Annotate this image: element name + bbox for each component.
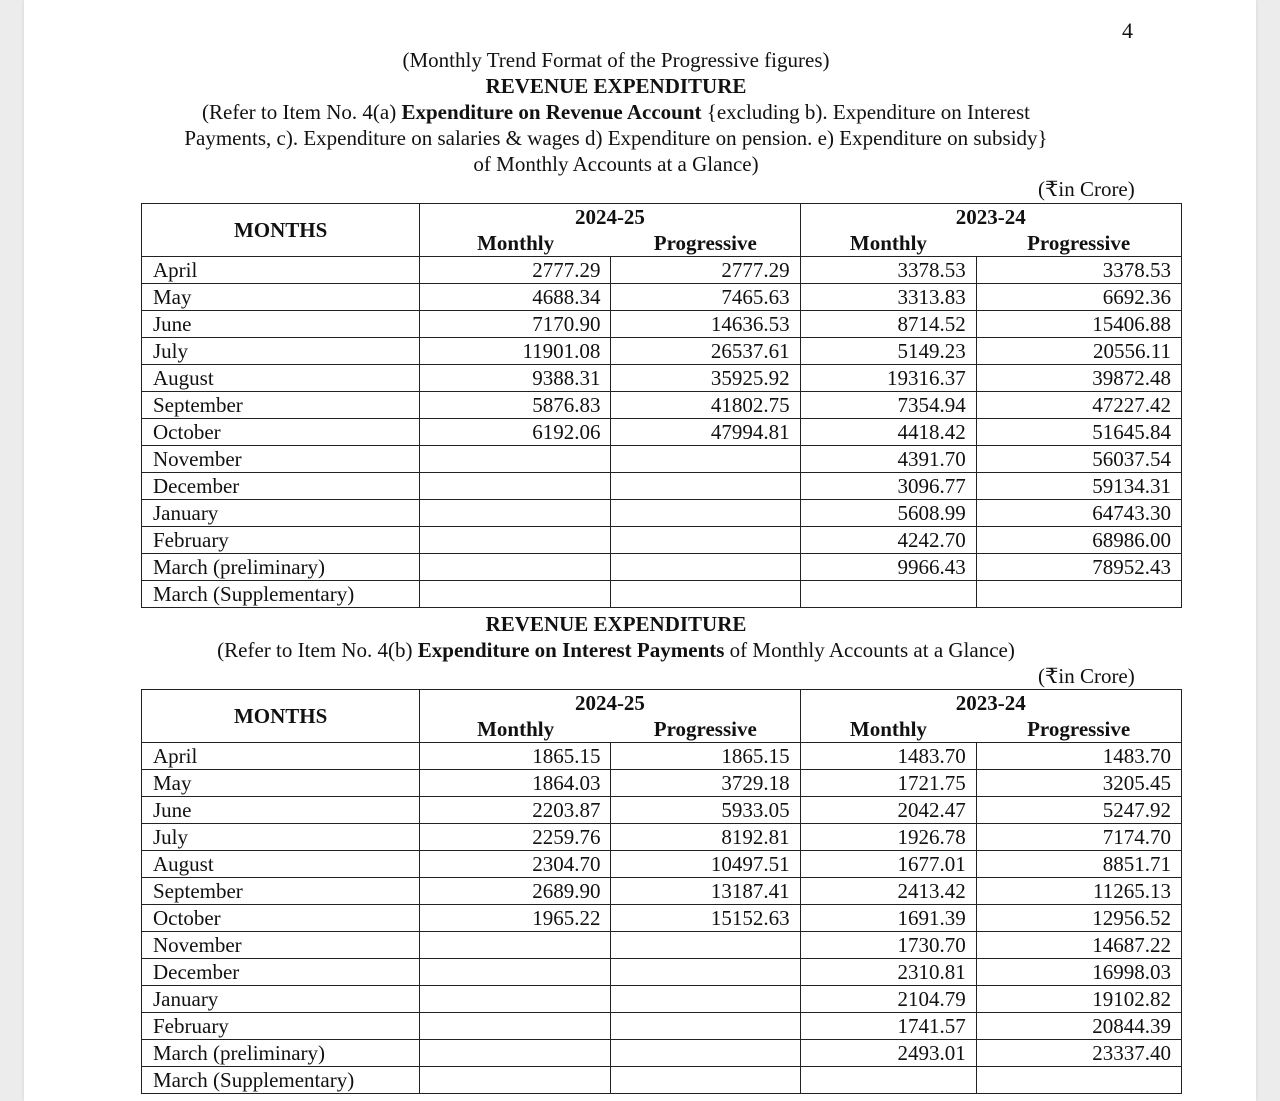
monthly-2024-25-cell xyxy=(420,1067,611,1094)
table-row xyxy=(142,770,1182,797)
progressive-2024-25-cell xyxy=(611,932,800,959)
progressive-2023-24-cell: 14687.22 xyxy=(976,932,1181,959)
interest-payments-table xyxy=(141,689,1182,1094)
monthly-2023-24-cell: 4242.70 xyxy=(800,527,976,554)
months-header: MONTHS xyxy=(142,204,420,257)
monthly-2024-25-cell: 1865.15 xyxy=(420,743,611,770)
table-row xyxy=(142,1013,1182,1040)
progressive-2023-24-cell: 3205.45 xyxy=(976,770,1181,797)
monthly-2024-25-cell xyxy=(420,500,611,527)
month-cell: February xyxy=(142,1013,420,1040)
monthly-2024-25-cell: 1864.03 xyxy=(420,770,611,797)
month-cell: November xyxy=(142,446,420,473)
monthly-2023-24-cell: 1741.57 xyxy=(800,1013,976,1040)
monthly-2023-24-cell: 5608.99 xyxy=(800,500,976,527)
monthly-header: Monthly xyxy=(420,716,611,743)
table-row xyxy=(142,986,1182,1013)
monthly-2023-24-cell: 4391.70 xyxy=(800,446,976,473)
table-body xyxy=(142,257,1182,608)
progressive-2023-24-cell: 12956.52 xyxy=(976,905,1181,932)
progressive-2023-24-cell: 68986.00 xyxy=(976,527,1181,554)
monthly-2024-25-cell: 5876.83 xyxy=(420,392,611,419)
month-cell: January xyxy=(142,986,420,1013)
monthly-2024-25-cell: 6192.06 xyxy=(420,419,611,446)
table-row xyxy=(142,419,1182,446)
progressive-2024-25-cell: 15152.63 xyxy=(611,905,800,932)
progressive-2023-24-cell: 20844.39 xyxy=(976,1013,1181,1040)
table-row xyxy=(142,500,1182,527)
monthly-2023-24-cell: 1721.75 xyxy=(800,770,976,797)
table-row xyxy=(142,851,1182,878)
progressive-2023-24-cell: 3378.53 xyxy=(976,257,1181,284)
month-cell: January xyxy=(142,500,420,527)
month-cell: April xyxy=(142,743,420,770)
table-row xyxy=(142,527,1182,554)
table-row xyxy=(142,959,1182,986)
monthly-2024-25-cell xyxy=(420,1013,611,1040)
month-cell: April xyxy=(142,257,420,284)
month-cell: March (preliminary) xyxy=(142,1040,420,1067)
month-cell: October xyxy=(142,905,420,932)
month-cell: May xyxy=(142,770,420,797)
progressive-2024-25-cell: 47994.81 xyxy=(611,419,800,446)
table-row xyxy=(142,905,1182,932)
progressive-2024-25-cell: 5933.05 xyxy=(611,797,800,824)
monthly-2023-24-cell: 1483.70 xyxy=(800,743,976,770)
monthly-2023-24-cell: 1691.39 xyxy=(800,905,976,932)
progressive-2024-25-cell: 10497.51 xyxy=(611,851,800,878)
monthly-header: Monthly xyxy=(800,230,976,257)
monthly-2023-24-cell: 2413.42 xyxy=(800,878,976,905)
month-cell: March (Supplementary) xyxy=(142,1067,420,1094)
month-cell: March (preliminary) xyxy=(142,554,420,581)
progressive-2024-25-cell: 8192.81 xyxy=(611,824,800,851)
monthly-header: Monthly xyxy=(800,716,976,743)
year-header-2023-24: 2023-24 xyxy=(800,690,1181,717)
monthly-2023-24-cell: 1677.01 xyxy=(800,851,976,878)
table-row xyxy=(142,257,1182,284)
monthly-2024-25-cell xyxy=(420,446,611,473)
month-cell: November xyxy=(142,932,420,959)
progressive-2023-24-cell: 8851.71 xyxy=(976,851,1181,878)
progressive-2023-24-cell: 11265.13 xyxy=(976,878,1181,905)
progressive-2024-25-cell xyxy=(611,1067,800,1094)
table-body xyxy=(142,743,1182,1094)
progressive-2023-24-cell: 6692.36 xyxy=(976,284,1181,311)
progressive-2023-24-cell: 51645.84 xyxy=(976,419,1181,446)
progressive-2024-25-cell: 35925.92 xyxy=(611,365,800,392)
table-row xyxy=(142,365,1182,392)
reference-line-2: Payments, c). Expenditure on salaries & wages d) Expenditure on pension. e) Expenditure on subsidy} xyxy=(184,126,1048,150)
progressive-2023-24-cell: 47227.42 xyxy=(976,392,1181,419)
progressive-2024-25-cell xyxy=(611,554,800,581)
reference-post: of Monthly Accounts at a Glance) xyxy=(724,638,1015,662)
month-cell: December xyxy=(142,959,420,986)
format-subtitle: (Monthly Trend Format of the Progressive figures) xyxy=(402,48,830,72)
monthly-2024-25-cell: 2203.87 xyxy=(420,797,611,824)
monthly-2023-24-cell xyxy=(800,581,976,608)
table-row xyxy=(142,554,1182,581)
table-row xyxy=(142,743,1182,770)
unit-label-2: (₹in Crore) xyxy=(1038,664,1135,688)
progressive-2024-25-cell: 14636.53 xyxy=(611,311,800,338)
table-row xyxy=(142,824,1182,851)
monthly-2024-25-cell xyxy=(420,473,611,500)
year-header-2024-25: 2024-25 xyxy=(420,690,800,717)
progressive-2023-24-cell: 59134.31 xyxy=(976,473,1181,500)
progressive-2023-24-cell: 78952.43 xyxy=(976,554,1181,581)
table-row xyxy=(142,1067,1182,1094)
monthly-2024-25-cell: 1965.22 xyxy=(420,905,611,932)
monthly-2023-24-cell: 3096.77 xyxy=(800,473,976,500)
month-cell: December xyxy=(142,473,420,500)
month-cell: August xyxy=(142,365,420,392)
progressive-2023-24-cell: 7174.70 xyxy=(976,824,1181,851)
table-row xyxy=(142,932,1182,959)
monthly-2023-24-cell: 2310.81 xyxy=(800,959,976,986)
monthly-2024-25-cell: 2304.70 xyxy=(420,851,611,878)
monthly-2024-25-cell xyxy=(420,527,611,554)
section-title-1: REVENUE EXPENDITURE xyxy=(485,74,747,98)
progressive-2024-25-cell xyxy=(611,581,800,608)
progressive-2023-24-cell: 20556.11 xyxy=(976,338,1181,365)
month-cell: September xyxy=(142,392,420,419)
progressive-2023-24-cell: 5247.92 xyxy=(976,797,1181,824)
table-row xyxy=(142,311,1182,338)
progressive-2023-24-cell xyxy=(976,1067,1181,1094)
table-row xyxy=(142,473,1182,500)
monthly-2023-24-cell: 3378.53 xyxy=(800,257,976,284)
month-cell: July xyxy=(142,824,420,851)
progressive-2024-25-cell xyxy=(611,500,800,527)
reference-line-1 xyxy=(0,99,1232,125)
months-header: MONTHS xyxy=(142,690,420,743)
monthly-2023-24-cell: 1730.70 xyxy=(800,932,976,959)
monthly-2024-25-cell: 2259.76 xyxy=(420,824,611,851)
monthly-2023-24-cell: 3313.83 xyxy=(800,284,976,311)
monthly-2024-25-cell xyxy=(420,986,611,1013)
month-cell: February xyxy=(142,527,420,554)
monthly-2023-24-cell xyxy=(800,1067,976,1094)
monthly-2023-24-cell: 2042.47 xyxy=(800,797,976,824)
monthly-2024-25-cell: 11901.08 xyxy=(420,338,611,365)
progressive-header: Progressive xyxy=(976,716,1181,743)
progressive-2024-25-cell xyxy=(611,959,800,986)
monthly-2024-25-cell xyxy=(420,959,611,986)
reference-line-3: of Monthly Accounts at a Glance) xyxy=(473,152,759,176)
reference-pre: (Refer to Item No. 4(a) xyxy=(202,100,402,124)
table-row xyxy=(142,392,1182,419)
monthly-2024-25-cell: 2777.29 xyxy=(420,257,611,284)
progressive-2023-24-cell: 1483.70 xyxy=(976,743,1181,770)
month-cell: June xyxy=(142,797,420,824)
progressive-2024-25-cell xyxy=(611,446,800,473)
reference-pre: (Refer to Item No. 4(b) xyxy=(217,638,418,662)
progressive-2023-24-cell: 15406.88 xyxy=(976,311,1181,338)
month-cell: September xyxy=(142,878,420,905)
month-cell: June xyxy=(142,311,420,338)
table-row xyxy=(142,446,1182,473)
monthly-2024-25-cell: 7170.90 xyxy=(420,311,611,338)
month-cell: August xyxy=(142,851,420,878)
progressive-header: Progressive xyxy=(611,716,800,743)
revenue-expenditure-table xyxy=(141,203,1182,608)
progressive-2024-25-cell xyxy=(611,1040,800,1067)
monthly-2023-24-cell: 9966.43 xyxy=(800,554,976,581)
progressive-2024-25-cell xyxy=(611,986,800,1013)
reference-post: {excluding b). Expenditure on Interest xyxy=(701,100,1030,124)
monthly-2023-24-cell: 5149.23 xyxy=(800,338,976,365)
month-cell: July xyxy=(142,338,420,365)
monthly-2024-25-cell xyxy=(420,932,611,959)
reference-bold: Expenditure on Interest Payments xyxy=(417,638,725,662)
reference-line-4 xyxy=(0,637,1232,663)
table-row xyxy=(142,878,1182,905)
monthly-2024-25-cell xyxy=(420,554,611,581)
monthly-2023-24-cell: 7354.94 xyxy=(800,392,976,419)
table-row xyxy=(142,581,1182,608)
monthly-2024-25-cell: 4688.34 xyxy=(420,284,611,311)
progressive-2024-25-cell: 3729.18 xyxy=(611,770,800,797)
monthly-2023-24-cell: 8714.52 xyxy=(800,311,976,338)
monthly-2023-24-cell: 2493.01 xyxy=(800,1040,976,1067)
progressive-2024-25-cell: 41802.75 xyxy=(611,392,800,419)
monthly-2023-24-cell: 4418.42 xyxy=(800,419,976,446)
progressive-2023-24-cell xyxy=(976,581,1181,608)
progressive-2024-25-cell: 13187.41 xyxy=(611,878,800,905)
monthly-2024-25-cell xyxy=(420,581,611,608)
progressive-2024-25-cell: 1865.15 xyxy=(611,743,800,770)
table-row xyxy=(142,797,1182,824)
progressive-header: Progressive xyxy=(611,230,800,257)
progressive-2024-25-cell: 26537.61 xyxy=(611,338,800,365)
month-cell: March (Supplementary) xyxy=(142,581,420,608)
reference-bold: Expenditure on Revenue Account xyxy=(401,100,702,124)
table-row xyxy=(142,284,1182,311)
progressive-2023-24-cell: 23337.40 xyxy=(976,1040,1181,1067)
progressive-2023-24-cell: 19102.82 xyxy=(976,986,1181,1013)
year-header-2023-24: 2023-24 xyxy=(800,204,1181,231)
monthly-2023-24-cell: 19316.37 xyxy=(800,365,976,392)
monthly-2023-24-cell: 1926.78 xyxy=(800,824,976,851)
progressive-2023-24-cell: 64743.30 xyxy=(976,500,1181,527)
monthly-header: Monthly xyxy=(420,230,611,257)
year-header-2024-25: 2024-25 xyxy=(420,204,800,231)
progressive-2024-25-cell xyxy=(611,473,800,500)
progressive-2023-24-cell: 39872.48 xyxy=(976,365,1181,392)
progressive-2024-25-cell xyxy=(611,527,800,554)
progressive-header: Progressive xyxy=(976,230,1181,257)
section-title-2: REVENUE EXPENDITURE xyxy=(485,612,747,636)
document-page xyxy=(24,0,1256,1101)
table-row xyxy=(142,1040,1182,1067)
progressive-2023-24-cell: 56037.54 xyxy=(976,446,1181,473)
page-number: 4 xyxy=(1122,18,1133,43)
monthly-2024-25-cell: 2689.90 xyxy=(420,878,611,905)
month-cell: May xyxy=(142,284,420,311)
month-cell: October xyxy=(142,419,420,446)
monthly-2023-24-cell: 2104.79 xyxy=(800,986,976,1013)
progressive-2024-25-cell xyxy=(611,1013,800,1040)
monthly-2024-25-cell: 9388.31 xyxy=(420,365,611,392)
monthly-2024-25-cell xyxy=(420,1040,611,1067)
progressive-2024-25-cell: 7465.63 xyxy=(611,284,800,311)
unit-label-1: (₹in Crore) xyxy=(1038,177,1135,201)
progressive-2024-25-cell: 2777.29 xyxy=(611,257,800,284)
table-row xyxy=(142,338,1182,365)
progressive-2023-24-cell: 16998.03 xyxy=(976,959,1181,986)
